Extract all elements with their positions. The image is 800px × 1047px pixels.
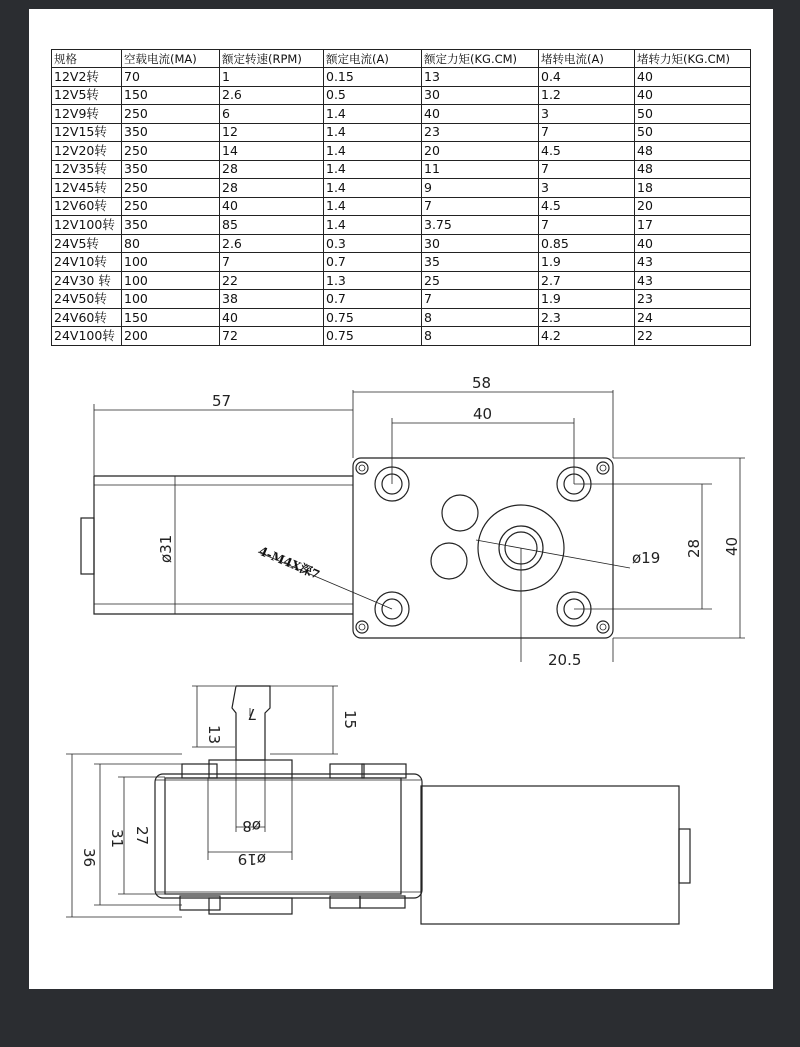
- value-cell: 350: [122, 123, 220, 142]
- dim-height-27: 27: [133, 826, 151, 846]
- value-cell: 250: [122, 105, 220, 124]
- dim-shaft-15: 15: [341, 710, 359, 730]
- value-cell: 2.6: [220, 86, 324, 105]
- value-cell: 20: [635, 197, 751, 216]
- value-cell: 28: [220, 179, 324, 198]
- value-cell: 85: [220, 216, 324, 235]
- value-cell: 100: [122, 253, 220, 272]
- value-cell: 28: [220, 160, 324, 179]
- value-cell: 40: [422, 105, 539, 124]
- motor-end-cap-side: [679, 829, 690, 883]
- value-cell: 0.75: [324, 308, 422, 327]
- value-cell: 22: [220, 271, 324, 290]
- value-cell: 50: [635, 105, 751, 124]
- hole-spec-note: 4-M4X深7: [256, 543, 322, 583]
- value-cell: 0.5: [324, 86, 422, 105]
- value-cell: 1.4: [324, 123, 422, 142]
- value-cell: 0.3: [324, 234, 422, 253]
- dim-shaft-13: 13: [205, 725, 223, 745]
- value-cell: 40: [220, 197, 324, 216]
- value-cell: 1.4: [324, 216, 422, 235]
- value-cell: 48: [635, 142, 751, 161]
- value-cell: 7: [422, 197, 539, 216]
- model-cell: 24V60转: [52, 308, 122, 327]
- side-view: [66, 686, 690, 924]
- value-cell: 70: [122, 68, 220, 87]
- value-cell: 50: [635, 123, 751, 142]
- model-cell: 12V20转: [52, 142, 122, 161]
- value-cell: 0.75: [324, 327, 422, 346]
- value-cell: 38: [220, 290, 324, 309]
- value-cell: 0.7: [324, 290, 422, 309]
- value-cell: 30: [422, 234, 539, 253]
- model-cell: 12V35转: [52, 160, 122, 179]
- dim-length-57: 57: [212, 392, 232, 410]
- dim-height-36: 36: [80, 848, 98, 868]
- value-cell: 7: [220, 253, 324, 272]
- header-cell: 空载电流(MA): [122, 50, 220, 68]
- gearbox-body-side: [155, 774, 422, 898]
- value-cell: 40: [635, 234, 751, 253]
- value-cell: 1.9: [539, 290, 635, 309]
- value-cell: 7: [539, 123, 635, 142]
- value-cell: 1.4: [324, 105, 422, 124]
- dim-diameter-19: ø19: [632, 549, 661, 567]
- value-cell: 200: [122, 327, 220, 346]
- value-cell: 23: [422, 123, 539, 142]
- value-cell: 1.3: [324, 271, 422, 290]
- dim-height-31: 31: [108, 829, 126, 849]
- model-cell: 12V2转: [52, 68, 122, 87]
- value-cell: 350: [122, 216, 220, 235]
- value-cell: 250: [122, 142, 220, 161]
- value-cell: 35: [422, 253, 539, 272]
- value-cell: 3: [539, 105, 635, 124]
- value-cell: 4.5: [539, 197, 635, 216]
- value-cell: 250: [122, 179, 220, 198]
- value-cell: 1.4: [324, 142, 422, 161]
- model-cell: 24V30 转: [52, 271, 122, 290]
- value-cell: 2.7: [539, 271, 635, 290]
- value-cell: 1.4: [324, 160, 422, 179]
- value-cell: 0.4: [539, 68, 635, 87]
- model-cell: 12V9转: [52, 105, 122, 124]
- dim-offset-20-5: 20.5: [548, 651, 582, 669]
- dim-hub-diameter-19: ø19: [237, 850, 266, 868]
- header-cell: 堵转电流(A): [539, 50, 635, 68]
- value-cell: 24: [635, 308, 751, 327]
- header-cell: 堵转力矩(KG.CM): [635, 50, 751, 68]
- value-cell: 100: [122, 271, 220, 290]
- model-cell: 24V5转: [52, 234, 122, 253]
- value-cell: 43: [635, 253, 751, 272]
- dim-height-40: 40: [723, 536, 741, 556]
- model-cell: 24V100转: [52, 327, 122, 346]
- value-cell: 17: [635, 216, 751, 235]
- value-cell: 40: [635, 68, 751, 87]
- header-cell: 额定电流(A): [324, 50, 422, 68]
- value-cell: 8: [422, 327, 539, 346]
- dim-shaft-flat-7: 7: [247, 705, 257, 723]
- header-cell: 规格: [52, 50, 122, 68]
- value-cell: 2.6: [220, 234, 324, 253]
- model-cell: 24V10转: [52, 253, 122, 272]
- value-cell: 6: [220, 105, 324, 124]
- value-cell: 43: [635, 271, 751, 290]
- value-cell: 12: [220, 123, 324, 142]
- value-cell: 0.7: [324, 253, 422, 272]
- value-cell: 350: [122, 160, 220, 179]
- model-cell: 12V15转: [52, 123, 122, 142]
- value-cell: 7: [539, 216, 635, 235]
- value-cell: 4.5: [539, 142, 635, 161]
- value-cell: 7: [539, 160, 635, 179]
- value-cell: 1.4: [324, 179, 422, 198]
- value-cell: 3: [539, 179, 635, 198]
- value-cell: 1.9: [539, 253, 635, 272]
- value-cell: 1.4: [324, 197, 422, 216]
- value-cell: 7: [422, 290, 539, 309]
- header-cell: 额定转速(RPM): [220, 50, 324, 68]
- model-cell: 12V5转: [52, 86, 122, 105]
- value-cell: 80: [122, 234, 220, 253]
- value-cell: 14: [220, 142, 324, 161]
- value-cell: 48: [635, 160, 751, 179]
- value-cell: 13: [422, 68, 539, 87]
- value-cell: 8: [422, 308, 539, 327]
- dim-hole-spacing-40: 40: [473, 405, 493, 423]
- value-cell: 30: [422, 86, 539, 105]
- motor-end-cap: [81, 518, 94, 574]
- value-cell: 9: [422, 179, 539, 198]
- dim-hole-spacing-28: 28: [685, 538, 703, 558]
- value-cell: 4.2: [539, 327, 635, 346]
- value-cell: 72: [220, 327, 324, 346]
- motor-body-outline: [94, 476, 353, 614]
- model-cell: 24V50转: [52, 290, 122, 309]
- value-cell: 25: [422, 271, 539, 290]
- value-cell: 150: [122, 308, 220, 327]
- model-cell: 12V45转: [52, 179, 122, 198]
- value-cell: 1.2: [539, 86, 635, 105]
- value-cell: 1: [220, 68, 324, 87]
- value-cell: 20: [422, 142, 539, 161]
- value-cell: 3.75: [422, 216, 539, 235]
- dim-diameter-31: ø31: [157, 534, 175, 563]
- value-cell: 150: [122, 86, 220, 105]
- dim-shaft-diameter-8: ø8: [242, 817, 261, 835]
- value-cell: 40: [635, 86, 751, 105]
- dim-width-58: 58: [472, 374, 492, 392]
- value-cell: 100: [122, 290, 220, 309]
- top-view: [81, 374, 745, 669]
- value-cell: 250: [122, 197, 220, 216]
- value-cell: 18: [635, 179, 751, 198]
- model-cell: 12V60转: [52, 197, 122, 216]
- value-cell: 2.3: [539, 308, 635, 327]
- model-cell: 12V100转: [52, 216, 122, 235]
- value-cell: 22: [635, 327, 751, 346]
- value-cell: 23: [635, 290, 751, 309]
- value-cell: 40: [220, 308, 324, 327]
- motor-body-side: [421, 786, 679, 924]
- value-cell: 0.85: [539, 234, 635, 253]
- value-cell: 0.15: [324, 68, 422, 87]
- value-cell: 11: [422, 160, 539, 179]
- header-cell: 额定力矩(KG.CM): [422, 50, 539, 68]
- gearbox-plate: [353, 458, 613, 638]
